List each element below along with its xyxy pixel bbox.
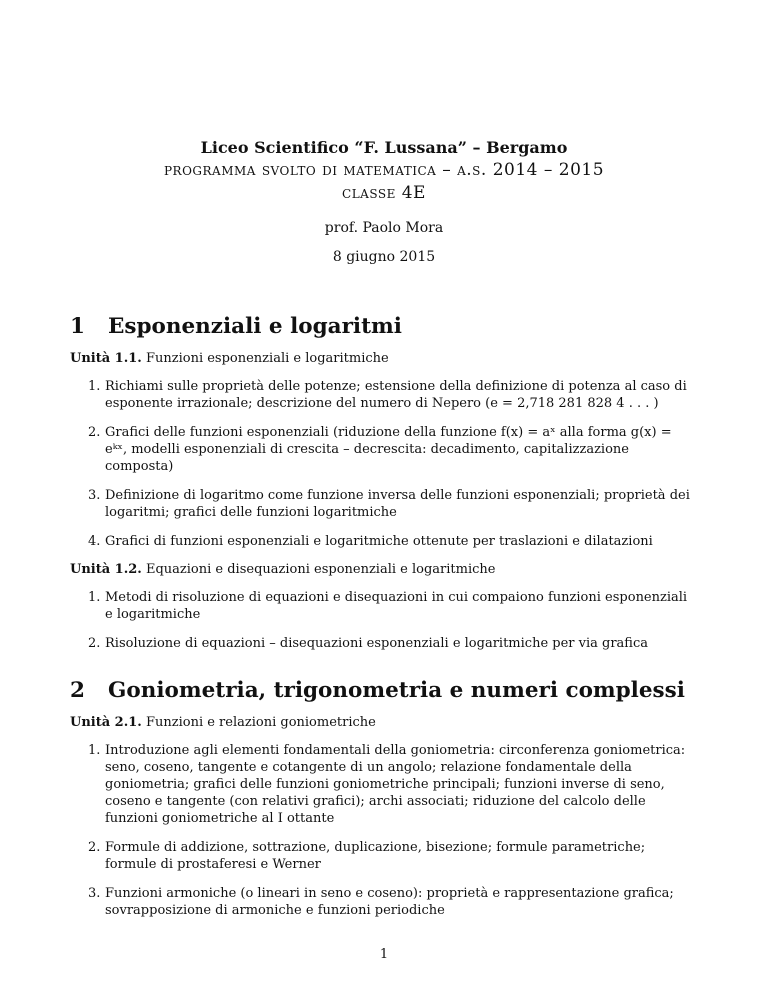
list-item: 3. Funzioni armoniche (o lineari in seno e coseno): proprietà e rappresentazione grafica; sovrapposizione di armoniche e funzioni periodiche xyxy=(88,886,674,918)
unit-item-list xyxy=(70,742,696,919)
unit-heading xyxy=(70,562,696,577)
document-body xyxy=(70,314,696,931)
list-item: 4. Grafici di funzioni esponenziali e logaritmiche ottenute per traslazioni e dilatazioni xyxy=(88,534,653,549)
document-header xyxy=(0,138,768,265)
list-item: 2. Formule di addizione, sottrazione, duplicazione, bisezione; formule parametriche; formule di prostaferesi e Werner xyxy=(88,840,646,872)
list-item: 2. Grafici delle funzioni esponenziali (riduzione della funzione f(x) = aˣ alla forma g(x) = eᵏˣ, modelli esponenziali di crescita – decrescita: decadimento, capitalizzazione composta) xyxy=(88,425,672,474)
unit-heading xyxy=(70,715,696,730)
list-item: 1. Introduzione agli elementi fondamentali della goniometria: circonferenza goniometrica: seno, coseno, tangente e cotangente di un angolo; relazione fondamentale della goniometria; grafici delle funzioni goniometriche principali; funzioni inverse di seno, coseno e tangente (con relativi grafici); archi associati; riduzione del calcolo delle funzioni goniometriche al I ottante xyxy=(88,743,686,826)
unit-item-list xyxy=(70,378,696,550)
list-item: 3. Definizione di logaritmo come funzione inversa delle funzioni esponenziali; proprietà dei logaritmi; grafici delle funzioni logaritmiche xyxy=(88,488,690,520)
school-name: Liceo Scientifico “F. Lussana” – Bergamo xyxy=(200,138,568,157)
unit-id: Unità 1.1. xyxy=(70,351,142,366)
unit-id: Unità 2.1. xyxy=(70,715,142,730)
document-date: 8 giugno 2015 xyxy=(332,249,436,265)
unit-id: Unità 1.2. xyxy=(70,562,142,577)
unit-item-list xyxy=(70,589,696,652)
unit-heading xyxy=(70,351,696,366)
teacher-name: prof. Paolo Mora xyxy=(324,220,444,236)
program-title: programma svolto di matematica – a.s. 2014 – 2015 xyxy=(163,160,605,180)
list-item: 1. Richiami sulle proprietà delle potenze; estensione della definizione di potenza al caso di esponente irrazionale; descrizione del numero di Nepero (e = 2,718 281 828 4 . . . ) xyxy=(88,379,687,411)
section-title: Esponenziali e logaritmi xyxy=(108,314,402,339)
list-item: 2. Risoluzione di equazioni – disequazioni esponenziali e logaritmiche per via grafica xyxy=(88,636,649,651)
list-item: 1. Metodi di risoluzione di equazioni e disequazioni in cui compaiono funzioni esponenziali e logaritmiche xyxy=(88,590,688,622)
section-number: 1 xyxy=(70,314,85,339)
section-title: Goniometria, trigonometria e numeri complessi xyxy=(108,678,685,703)
section-2 xyxy=(70,678,696,919)
section-heading xyxy=(70,314,696,339)
section-heading xyxy=(70,678,696,703)
class-label: classe 4E xyxy=(342,183,426,203)
section-number: 2 xyxy=(70,678,85,703)
unit-title: Funzioni e relazioni goniometriche xyxy=(145,715,376,730)
section-1 xyxy=(70,314,696,652)
page-number: 1 xyxy=(379,947,389,962)
unit-title: Funzioni esponenziali e logaritmiche xyxy=(145,351,389,366)
unit-title: Equazioni e disequazioni esponenziali e logaritmiche xyxy=(145,562,496,577)
